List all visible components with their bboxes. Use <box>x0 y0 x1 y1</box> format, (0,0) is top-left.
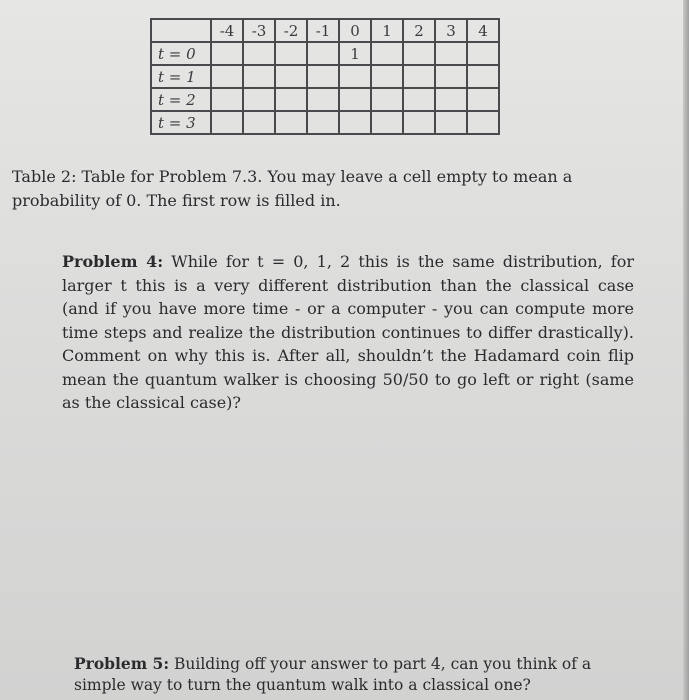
column-header: -2 <box>275 19 307 42</box>
column-header: -3 <box>243 19 275 42</box>
row-label: t = 2 <box>151 88 211 111</box>
problem-4 <box>62 250 634 415</box>
table-cell <box>211 88 243 111</box>
table-cell <box>403 65 435 88</box>
table-row <box>151 111 499 134</box>
table-cell <box>275 65 307 88</box>
probability-table-container <box>150 18 500 135</box>
column-header: 4 <box>467 19 499 42</box>
problem-4-text: While for t = 0, 1, 2 this is the same distribution, for larger t this is a very different distribution than the classical case (and if you have more time - or a computer - you can compute more time steps and realize the distribution continues to differ drastically). Comment on why this is. After all, shouldn’t the Hadamard coin flip mean the quantum walker is choosing 50/50 to go left or right (same as the classical case)? <box>62 252 634 412</box>
column-header: 2 <box>403 19 435 42</box>
table-cell <box>275 111 307 134</box>
table-cell <box>307 111 339 134</box>
table-cell <box>467 88 499 111</box>
table-cell: 1 <box>339 42 371 65</box>
table-cell <box>307 42 339 65</box>
table-cell <box>467 65 499 88</box>
table-cell <box>371 88 403 111</box>
table-cell <box>243 42 275 65</box>
table-cell <box>307 88 339 111</box>
table-cell <box>467 42 499 65</box>
column-header: 3 <box>435 19 467 42</box>
problem-5-text: Building off your answer to part 4, can you think of a simple way to turn the quantum walk into a classical one? <box>74 655 592 694</box>
column-header: 1 <box>371 19 403 42</box>
table-cell <box>339 88 371 111</box>
table-row <box>151 65 499 88</box>
table-cell <box>339 65 371 88</box>
table-cell <box>211 111 243 134</box>
column-header: -4 <box>211 19 243 42</box>
table-corner-cell <box>151 19 211 42</box>
table-cell <box>275 42 307 65</box>
table-cell <box>371 65 403 88</box>
table-cell <box>371 111 403 134</box>
table-cell <box>243 88 275 111</box>
problem-5-label: Problem 5: <box>74 654 170 673</box>
table-cell <box>435 65 467 88</box>
problem-5 <box>74 653 634 696</box>
table-cell <box>211 42 243 65</box>
table-cell <box>467 111 499 134</box>
table-cell <box>403 111 435 134</box>
table-cell <box>307 65 339 88</box>
table-row <box>151 88 499 111</box>
problem-4-label: Problem 4: <box>62 252 164 271</box>
table-cell <box>243 111 275 134</box>
table-cell <box>339 111 371 134</box>
column-header: 0 <box>339 19 371 42</box>
table-caption <box>12 165 652 213</box>
table-cell <box>403 42 435 65</box>
probability-table <box>150 18 500 135</box>
column-header: -1 <box>307 19 339 42</box>
table-cell <box>435 111 467 134</box>
table-cell <box>211 65 243 88</box>
table-cell <box>435 88 467 111</box>
caption-text: Table for Problem 7.3. You may leave a cell empty to mean a probability of 0. The first row is filled in. <box>12 167 573 210</box>
table-cell <box>435 42 467 65</box>
table-cell <box>243 65 275 88</box>
table-cell <box>403 88 435 111</box>
row-label: t = 1 <box>151 65 211 88</box>
table-header-row <box>151 19 499 42</box>
page-edge-shadow <box>683 0 689 700</box>
table-cell <box>371 42 403 65</box>
table-cell <box>275 88 307 111</box>
row-label: t = 0 <box>151 42 211 65</box>
row-label: t = 3 <box>151 111 211 134</box>
table-row <box>151 42 499 65</box>
caption-label: Table 2: <box>12 167 77 186</box>
